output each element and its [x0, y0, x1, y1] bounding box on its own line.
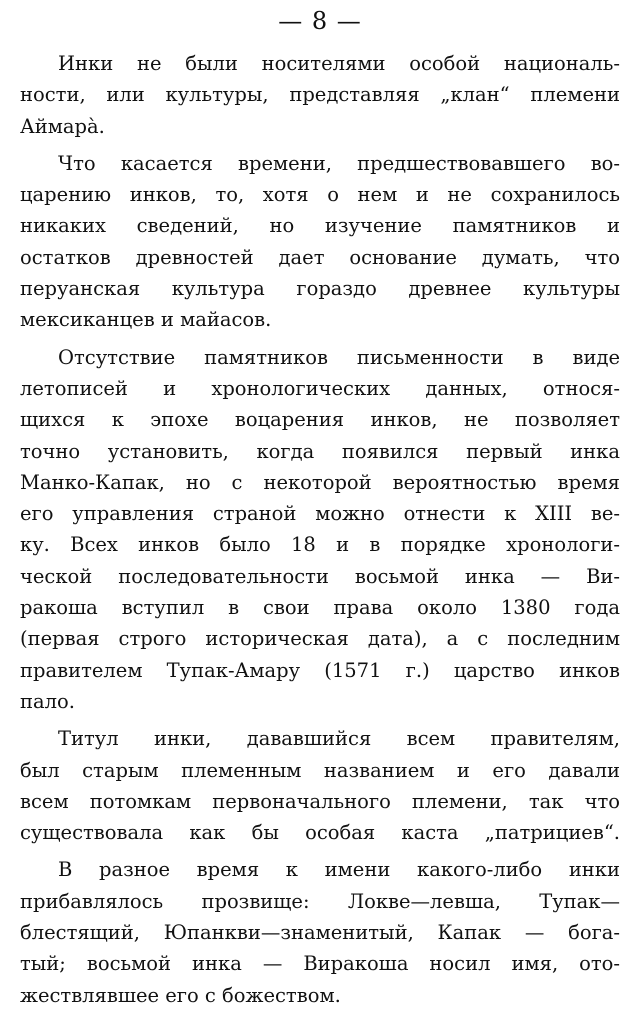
text-line: тый; восьмой инка — Виракоша носил имя, ото- — [20, 952, 620, 976]
text-line: его управления страной можно отнести к XIII ве- — [20, 502, 620, 526]
text-line: Аймара̀. — [20, 114, 105, 138]
text-line: остатков древностей дает основание думать, что — [20, 245, 620, 269]
text-line: ку. Всех инков было 18 и в порядке хронологи- — [20, 533, 620, 557]
paragraph — [20, 723, 620, 848]
book-page — [20, 6, 620, 1007]
text-line: Инки не были носителями особой националь- — [58, 52, 620, 75]
text-line: ческой последовательности восьмой инка — Ви- — [20, 564, 620, 588]
text-line: пало. — [20, 689, 75, 713]
text-line: ности, или культуры, представляя „клан“ племени — [20, 83, 620, 107]
paragraph — [20, 48, 620, 142]
paragraph — [20, 342, 620, 718]
text-line: щихся к эпохе воцарения инков, не позволяет — [20, 408, 620, 432]
text-line: мексиканцев и майасов. — [20, 308, 272, 332]
text-line: В разное время к имени какого-либо инки — [58, 858, 620, 882]
text-line: царению инков, то, хотя о нем и не сохранилось — [20, 183, 620, 207]
text-line: жествлявшее его с божеством. — [20, 983, 341, 1007]
text-line: перуанская культура гораздо древнее культуры — [20, 277, 620, 301]
text-line: всем потомкам первоначального племени, так что — [20, 789, 620, 813]
text-line: летописей и хронологических данных, относя- — [20, 376, 620, 400]
text-line: прибавлялось прозвище: Локве—левша, Тупак— — [20, 889, 620, 913]
text-line: Что касается времени, предшествовавшего во- — [58, 151, 620, 175]
text-line: Отсутствие памятников письменности в виде — [58, 345, 620, 369]
text-line: блестящий, Юпанкви—знаменитый, Капак — бога- — [20, 921, 620, 945]
page-number: — 8 — — [278, 7, 362, 35]
text-line: существовала как бы особая каста „патрициев“. — [20, 821, 620, 845]
text-line: правителем Тупак-Амару (1571 г.) царство инков — [20, 658, 620, 682]
text-line: Титул инки, дававшийся всем правителям, — [58, 727, 620, 751]
paragraph — [20, 148, 620, 336]
text-line: Манко-Капак, но с некоторой вероятностью время — [20, 470, 620, 494]
text-line: (первая строго историческая дата), а с последним — [20, 627, 620, 651]
text-line: был старым племенным названием и его давали — [20, 758, 620, 782]
text-line: ракоша вступил в свои права около 1380 года — [20, 596, 620, 620]
body-text — [20, 48, 620, 1011]
paragraph — [20, 854, 620, 1010]
text-line: никаких сведений, но изучение памятников и — [20, 214, 620, 238]
text-line: точно установить, когда появился первый инка — [20, 439, 620, 463]
